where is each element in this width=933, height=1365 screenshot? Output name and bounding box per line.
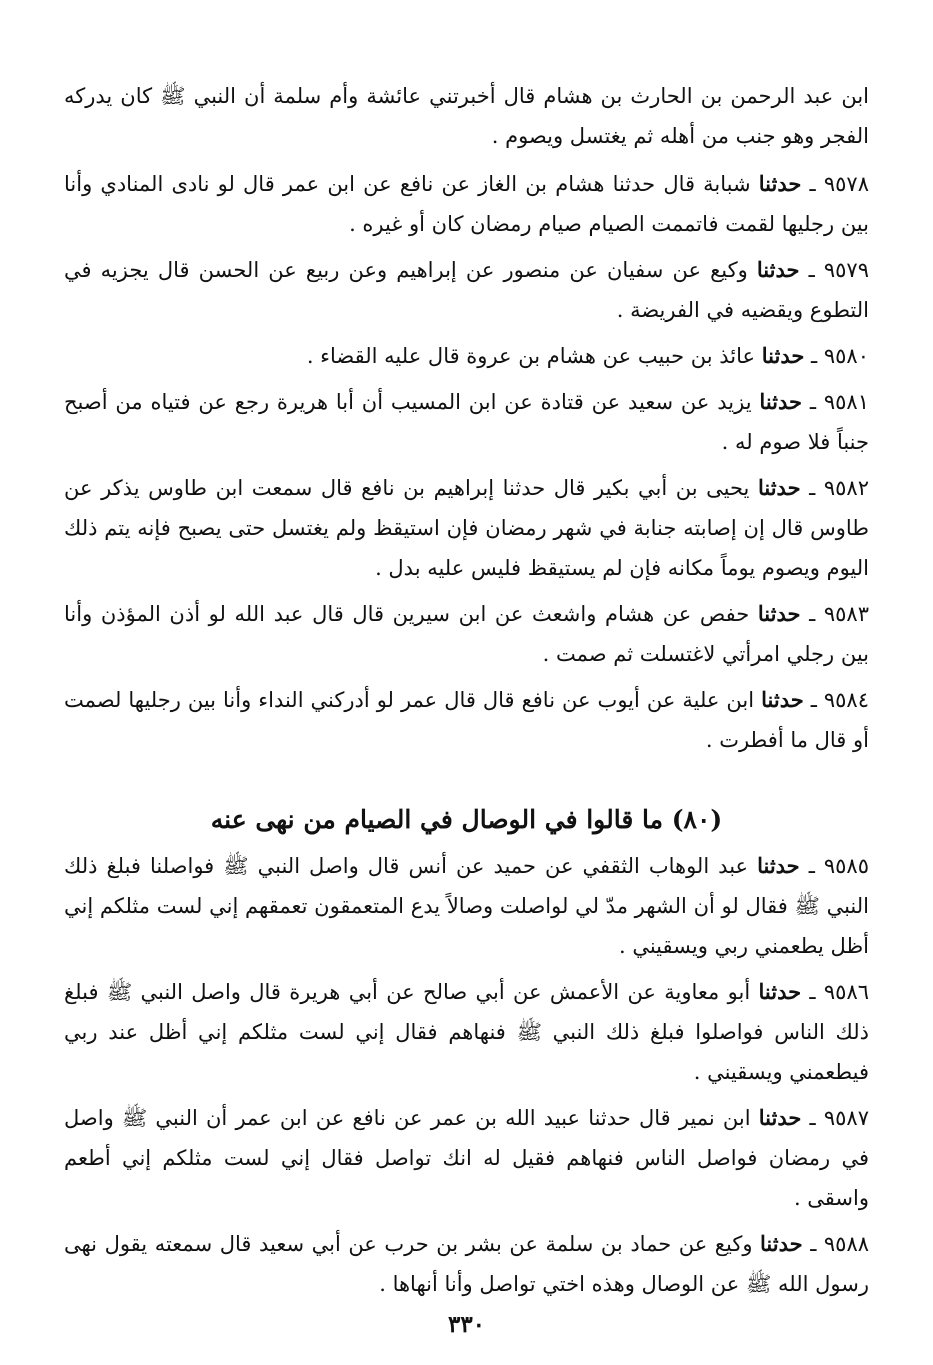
hadith-entry xyxy=(64,680,869,760)
hadith-number: ٩٥٨٣ ـ xyxy=(809,602,869,626)
narration-marker: حدثنا xyxy=(761,343,805,368)
hadith-number: ٩٥٧٩ ـ xyxy=(808,258,869,282)
narration-marker: حدثنا xyxy=(758,1105,802,1130)
hadith-entry xyxy=(64,846,869,966)
hadith-text: عائذ بن حبيب عن هشام بن عروة قال عليه القضاء . xyxy=(306,344,756,368)
hadith-entry xyxy=(64,1224,869,1304)
narration-marker: حدثنا xyxy=(757,601,801,626)
narration-marker: حدثنا xyxy=(758,171,802,196)
narration-marker: حدثنا xyxy=(759,389,803,414)
hadith-entry xyxy=(64,164,869,244)
narration-marker: حدثنا xyxy=(761,687,804,712)
hadith-text: يزيد عن سعيد عن قتادة عن ابن المسيب أن أبا هريرة رجع عن فتياه من أصبح جنباً فلا صوم له . xyxy=(64,390,869,454)
hadith-entry xyxy=(64,382,869,462)
hadith-number: ٩٥٨٤ ـ xyxy=(810,688,869,712)
hadith-entry xyxy=(64,972,869,1092)
hadith-text: عبد الوهاب الثقفي عن حميد عن أنس قال واصل النبي ﷺ فواصلنا فبلغ ذلك النبي ﷺ فقال لو أن الشهر مدّ لي لواصلت وصالاً يدع المتعمقون تعمقهم إني لست مثلكم إني أظل يطعمني ربي ويسقيني . xyxy=(64,854,869,958)
hadith-number: ٩٥٨١ ـ xyxy=(809,390,869,414)
hadith-text: يحيى بن أبي بكير قال حدثنا إبراهيم بن نافع قال سمعت ابن طاوس يذكر عن طاوس قال إن إصابته جنابة في شهر رمضان فإن استيقظ ولم يغتسل حتى يصبح فإنه يتم ذلك اليوم ويصوم يوماً مكانه فإن لم يستيقظ فليس عليه بدل . xyxy=(64,476,869,580)
narration-marker: حدثنا xyxy=(757,475,801,500)
hadith-number: ٩٥٨٧ ـ xyxy=(809,1106,869,1130)
hadith-number: ٩٥٨٠ ـ xyxy=(811,344,869,368)
narration-marker: حدثنا xyxy=(757,853,800,878)
hadith-entry xyxy=(64,336,869,376)
narration-marker: حدثنا xyxy=(758,979,802,1004)
hadith-number: ٩٥٨٥ ـ xyxy=(808,854,869,878)
hadith-text: وكيع عن سفيان عن منصور عن إبراهيم وعن ربيع عن الحسن قال يجزيه في التطوع ويقضيه في الفريضة . xyxy=(64,258,869,322)
hadith-number: ٩٥٨٦ ـ xyxy=(809,980,870,1004)
hadith-text: أبو معاوية عن الأعمش عن أبي صالح عن أبي هريرة قال واصل النبي ﷺ فبلغ ذلك الناس فواصلوا فبلغ ذلك النبي ﷺ فنهاهم فقال إني لست مثلكم إني أظل عند ربي فيطعمني ويسقيني . xyxy=(64,980,869,1084)
hadith-list-before xyxy=(64,164,869,760)
page-number: ٣٣٠ xyxy=(447,1311,486,1338)
hadith-number: ٩٥٧٨ ـ xyxy=(809,172,869,196)
hadith-text: شبابة قال حدثنا هشام بن الغاز عن نافع عن ابن عمر قال لو نادى المنادي وأنا بين رجليها لقمت فاتممت الصيام صيام رمضان كان أو غيره . xyxy=(64,172,869,236)
hadith-entry xyxy=(64,594,869,674)
hadith-text: حفص عن هشام واشعث عن ابن سيرين قال قال عبد الله لو أذن المؤذن وأنا بين رجلي امرأتي لاغتسلت ثم صمت . xyxy=(64,602,869,666)
hadith-entry xyxy=(64,250,869,330)
narration-marker: حدثنا xyxy=(756,257,800,282)
hadith-number: ٩٥٨٢ ـ xyxy=(809,476,869,500)
opening-paragraph: ابن عبد الرحمن بن الحارث بن هشام قال أخبرتني عائشة وأم سلمة أن النبي ﷺ كان يدركه الفجر وهو جنب من أهله ثم يغتسل ويصوم . xyxy=(64,84,869,148)
hadith-text: وكيع عن حماد بن سلمة عن بشر بن حرب عن أبي سعيد قال سمعته يقول نهى رسول الله ﷺ عن الوصال وهذه اختي تواصل وأنا أنهاها . xyxy=(64,1232,869,1296)
hadith-number: ٩٥٨٨ ـ xyxy=(810,1232,870,1256)
hadith-entry xyxy=(64,1098,869,1218)
section-heading: (٨٠) ما قالوا في الوصال في الصيام من نهى عنه xyxy=(210,805,723,834)
hadith-text: ابن علية عن أيوب عن نافع قال قال عمر لو أدركني النداء وأنا بين رجليها لصمت أو قال ما أفطرت . xyxy=(64,688,869,752)
narration-marker: حدثنا xyxy=(760,1231,803,1256)
hadith-entry xyxy=(64,468,869,588)
hadith-list-after xyxy=(64,846,869,1304)
hadith-text: ابن نمير قال حدثنا عبيد الله بن عمر عن نافع عن ابن عمر أن النبي ﷺ واصل في رمضان فواصل الناس فنهاهم فقيل له انك تواصل فقال إني لست مثلكم إني أطعم واسقى . xyxy=(64,1106,869,1210)
